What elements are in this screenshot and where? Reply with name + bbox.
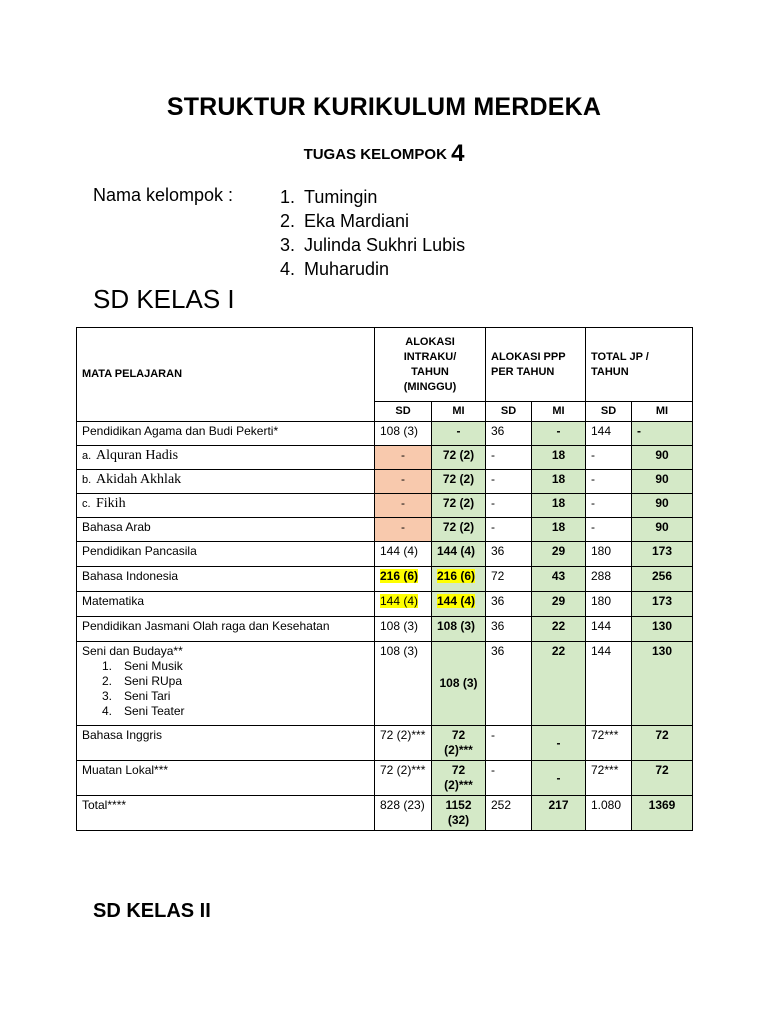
cell-intra-mi: 72 (2)*** (432, 761, 486, 796)
table-row (77, 518, 693, 542)
cell-total-mi: 90 (632, 518, 693, 542)
cell-ppp-mi: - (532, 761, 586, 796)
cell-intra-mi: - (432, 422, 486, 446)
cell-total-sd: 180 (586, 592, 632, 617)
subject-cell: c. Fikih (77, 494, 375, 518)
cell-total-sd: 144 (586, 642, 632, 726)
cell-ppp-sd: - (486, 446, 532, 470)
member-item: 3. Julinda Sukhri Lubis (280, 235, 466, 255)
subject-cell: Total**** (77, 796, 375, 831)
cell-total-sd: 288 (586, 567, 632, 592)
cell-ppp-sd: - (486, 470, 532, 494)
cell-ppp-sd: - (486, 761, 532, 796)
header-mi: MI (632, 402, 693, 422)
cell-total-sd: - (586, 494, 632, 518)
cell-total-mi: 90 (632, 494, 693, 518)
section-heading-kelas-1: SD KELAS I (93, 284, 235, 314)
list-item: 2. Seni RUpa (102, 674, 183, 688)
header-sd: SD (586, 402, 632, 422)
cell-ppp-sd: 72 (486, 567, 532, 592)
cell-total-mi: 130 (632, 642, 693, 726)
cell-intra-mi: 72 (2)*** (432, 726, 486, 761)
subject-cell: Pendidikan Agama dan Budi Pekerti* (77, 422, 375, 446)
cell-intra-sd: - (375, 518, 432, 542)
subject-cell: Muatan Lokal*** (77, 761, 375, 796)
subject-cell: Pendidikan Jasmani Olah raga dan Kesehatan (77, 617, 375, 642)
cell-intra-sd: 108 (3) (375, 617, 432, 642)
cell-ppp-sd: - (486, 494, 532, 518)
table-row (77, 642, 693, 726)
cell-intra-sd: 144 (4) (375, 592, 432, 617)
table-row (77, 761, 693, 796)
cell-intra-sd: 72 (2)*** (375, 726, 432, 761)
cell-intra-mi: 1152 (32) (432, 796, 486, 831)
cell-ppp-sd: 36 (486, 542, 532, 567)
cell-ppp-mi: 217 (532, 796, 586, 831)
cell-intra-sd: 216 (6) (375, 567, 432, 592)
table-row (77, 494, 693, 518)
list-item: 1. Seni Musik (102, 659, 183, 673)
cell-intra-sd: 828 (23) (375, 796, 432, 831)
document-subtitle (0, 140, 768, 168)
cell-total-mi: 90 (632, 446, 693, 470)
subject-cell: Bahasa Inggris (77, 726, 375, 761)
member-item: 4. Muharudin (280, 259, 390, 279)
cell-total-mi: 1369 (632, 796, 693, 831)
cell-ppp-mi: 22 (532, 617, 586, 642)
cell-ppp-sd: 36 (486, 642, 532, 726)
cell-total-sd: 144 (586, 422, 632, 446)
cell-intra-sd: 144 (4) (375, 542, 432, 567)
cell-total-mi: 72 (632, 726, 693, 761)
subtitle-text: TUGAS KELOMPOK (303, 146, 447, 163)
header-ppp: ALOKASI PPP PER TAHUN (486, 328, 586, 402)
cell-ppp-mi: - (532, 422, 586, 446)
cell-total-sd: 180 (586, 542, 632, 567)
curriculum-table (76, 327, 693, 831)
member-item: 2. Eka Mardiani (280, 211, 410, 231)
cell-ppp-mi: 22 (532, 642, 586, 726)
cell-total-sd: - (586, 446, 632, 470)
cell-intra-mi: 72 (2) (432, 470, 486, 494)
cell-ppp-mi: 43 (532, 567, 586, 592)
header-intra: ALOKASI INTRAKU/ TAHUN (MINGGU) (375, 328, 486, 402)
header-mi: MI (432, 402, 486, 422)
cell-intra-sd: - (375, 494, 432, 518)
cell-intra-sd: - (375, 470, 432, 494)
cell-intra-mi: 72 (2) (432, 446, 486, 470)
cell-ppp-sd: - (486, 726, 532, 761)
cell-intra-sd: 108 (3) (375, 642, 432, 726)
table-row (77, 422, 693, 446)
cell-total-sd: 1.080 (586, 796, 632, 831)
cell-ppp-mi: - (532, 726, 586, 761)
seni-sub-list (82, 659, 369, 719)
cell-ppp-sd: - (486, 518, 532, 542)
cell-intra-mi: 108 (3) (432, 617, 486, 642)
subtitle-number: 4 (451, 140, 465, 167)
cell-ppp-mi: 18 (532, 518, 586, 542)
cell-intra-sd: - (375, 446, 432, 470)
section-heading-kelas-2: SD KELAS II (93, 900, 211, 922)
table-row-total (77, 796, 693, 831)
group-label: Nama kelompok : (93, 185, 234, 205)
cell-intra-mi: 72 (2) (432, 518, 486, 542)
table-row (77, 446, 693, 470)
subject-cell: b. Akidah Akhlak (77, 470, 375, 494)
cell-total-mi: 173 (632, 542, 693, 567)
subject-cell: Pendidikan Pancasila (77, 542, 375, 567)
header-sd: SD (486, 402, 532, 422)
cell-total-sd: - (586, 518, 632, 542)
table-row (77, 592, 693, 617)
cell-total-mi: 72 (632, 761, 693, 796)
cell-total-mi: 130 (632, 617, 693, 642)
member-list (280, 185, 465, 281)
cell-intra-mi: 144 (4) (432, 592, 486, 617)
cell-intra-mi: 216 (6) (432, 567, 486, 592)
cell-total-sd: 144 (586, 617, 632, 642)
cell-ppp-sd: 36 (486, 617, 532, 642)
cell-total-sd: - (586, 470, 632, 494)
cell-total-mi: - (632, 422, 693, 446)
cell-intra-mi: 108 (3) (432, 642, 486, 726)
table-row (77, 726, 693, 761)
subject-cell: Bahasa Indonesia (77, 567, 375, 592)
cell-intra-sd: 72 (2)*** (375, 761, 432, 796)
subject-cell: Seni dan Budaya** 1. Seni Musik 2. Seni RUpa 3. Seni Tari 4. Seni Teater (77, 642, 375, 726)
cell-total-sd: 72*** (586, 761, 632, 796)
cell-intra-mi: 72 (2) (432, 494, 486, 518)
cell-ppp-mi: 29 (532, 542, 586, 567)
cell-intra-sd: 108 (3) (375, 422, 432, 446)
cell-ppp-sd: 36 (486, 422, 532, 446)
cell-total-mi: 173 (632, 592, 693, 617)
subject-cell: a. Alquran Hadis (77, 446, 375, 470)
subject-cell: Matematika (77, 592, 375, 617)
table-row (77, 617, 693, 642)
table-row (77, 542, 693, 567)
cell-total-mi: 256 (632, 567, 693, 592)
table-row (77, 470, 693, 494)
table-row (77, 567, 693, 592)
cell-total-mi: 90 (632, 470, 693, 494)
member-item: 1. Tumingin (280, 187, 378, 207)
header-sd: SD (375, 402, 432, 422)
cell-ppp-mi: 18 (532, 470, 586, 494)
document-title: STRUKTUR KURIKULUM MERDEKA (166, 93, 602, 121)
subject-cell: Bahasa Arab (77, 518, 375, 542)
cell-total-sd: 72*** (586, 726, 632, 761)
list-item: 4. Seni Teater (102, 704, 185, 718)
cell-ppp-sd: 36 (486, 592, 532, 617)
cell-intra-mi: 144 (4) (432, 542, 486, 567)
header-subject: MATA PELAJARAN (77, 328, 375, 422)
cell-ppp-mi: 18 (532, 494, 586, 518)
header-total: TOTAL JP / TAHUN (586, 328, 693, 402)
header-mi: MI (532, 402, 586, 422)
list-item: 3. Seni Tari (102, 689, 171, 703)
cell-ppp-mi: 18 (532, 446, 586, 470)
cell-ppp-sd: 252 (486, 796, 532, 831)
cell-ppp-mi: 29 (532, 592, 586, 617)
